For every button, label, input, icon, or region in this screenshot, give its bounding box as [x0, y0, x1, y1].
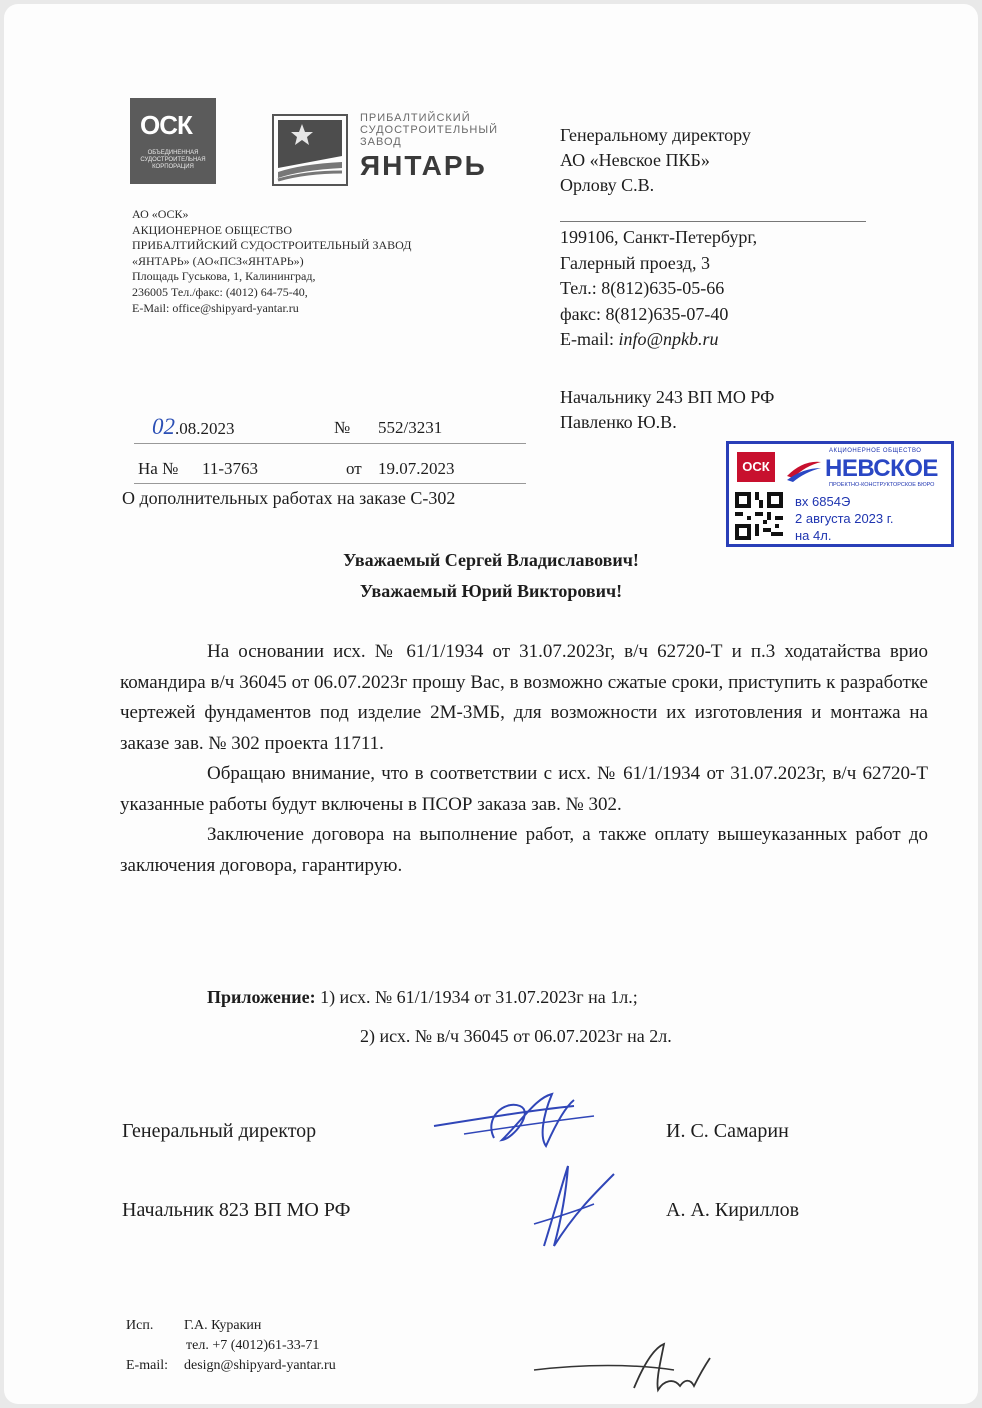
- reference-from-label: от: [346, 459, 362, 478]
- sender-line: «ЯНТАРЬ» (АО«ПСЗ«ЯНТАРЬ»): [132, 253, 304, 268]
- executor-name: Г.А. Куракин: [184, 1318, 262, 1333]
- outgoing-date: [152, 414, 235, 440]
- outgoing-date-rest: .08.2023: [175, 419, 235, 438]
- recipient-email-link[interactable]: info@npkb.ru: [618, 329, 719, 349]
- address-line: Тел.: 8(812)635-05-66: [560, 278, 725, 298]
- stamp-org-name: НЕВСКОЕ: [825, 455, 938, 482]
- stamp-org-type: АКЦИОНЕРНОЕ ОБЩЕСТВО: [829, 448, 922, 454]
- body-paragraph: Заключение договора на выполнение работ, а также оплату вышеуказанных работ до заключения договора, гарантирую.: [120, 824, 928, 876]
- attachments-label: Приложение:: [207, 987, 316, 1007]
- recipient-email-line: [560, 327, 757, 353]
- recipient-address: [560, 225, 757, 353]
- stamp-org-subtitle: ПРОЕКТНО-КОНСТРУКТОРСКОЕ БЮРО: [829, 482, 935, 488]
- registry-underline: [134, 443, 526, 444]
- signatory-title: Генеральный директор: [122, 1120, 317, 1142]
- sender-line: АКЦИОНЕРНОЕ ОБЩЕСТВО: [132, 222, 292, 237]
- recipient-line: Начальнику 243 ВП МО РФ: [560, 387, 775, 407]
- recipient-divider: [560, 221, 866, 222]
- yantar-logo-line: СУДОСТРОИТЕЛЬНЫЙ: [360, 124, 499, 136]
- letter-body: [120, 637, 928, 881]
- executor-email-link[interactable]: design@shipyard-yantar.ru: [184, 1358, 336, 1373]
- sender-email-line: [132, 301, 411, 317]
- recipient-email-label: E-mail:: [560, 329, 619, 349]
- yantar-logo-text: [360, 112, 530, 182]
- incoming-stamp: [726, 441, 954, 547]
- signatory-name: И. С. Самарин: [666, 1120, 789, 1142]
- signatory-title: Начальник 823 ВП МО РФ: [122, 1199, 351, 1221]
- osk-logo-mark: ОСК: [140, 110, 192, 140]
- body-paragraph: Обращаю внимание, что в соответствии с исх. № 61/1/1934 от 31.07.2023г, в/ч 62720-Т указанные работы будут включены в ПСОР заказа зав. № 302.: [120, 763, 928, 815]
- sender-line: 236005 Тел./факс: (4012) 64-75-40,: [132, 284, 308, 299]
- registry-underline: [134, 483, 526, 484]
- osk-logo-caption: ОБЪЕДИНЕННАЯ СУДОСТРОИТЕЛЬНАЯ КОРПОРАЦИЯ: [140, 150, 206, 170]
- recipient-line: Орлову С.В.: [560, 175, 655, 195]
- reference-number: 11-3763: [202, 459, 259, 478]
- sender-line: ПРИБАЛТИЙСКИЙ СУДОСТРОИТЕЛЬНЫЙ ЗАВОД: [132, 238, 412, 253]
- attachment-item: 1) исх. № 61/1/1934 от 31.07.2023г на 1л.;: [320, 987, 638, 1007]
- stamp-sheets: на 4л.: [795, 528, 832, 543]
- executor-label: Исп.: [126, 1318, 154, 1333]
- yantar-logo-name: ЯНТАРЬ: [360, 150, 487, 181]
- stamp-incoming-number: вх 6854Э: [795, 494, 851, 509]
- signatory-name: А. А. Кириллов: [666, 1199, 800, 1221]
- qr-code-icon: [735, 492, 783, 540]
- sender-line: Площадь Гуськова, 1, Калининград,: [132, 269, 316, 284]
- nevskoe-swoosh-icon: [785, 456, 823, 484]
- reference-label: На №: [138, 459, 179, 478]
- sender-block: [132, 207, 411, 316]
- address-line: Галерный проезд, 3: [560, 252, 710, 273]
- yantar-logo-line: ПРИБАЛТИЙСКИЙ: [360, 112, 471, 124]
- greeting-line: Уважаемый Юрий Викторович!: [359, 581, 623, 601]
- executor-phone: тел. +7 (4012)61-33-71: [186, 1338, 320, 1353]
- recipient-block: [560, 123, 751, 198]
- subject-line: О дополнительных работах на заказе С-302: [122, 488, 456, 508]
- stamp-date: 2 августа 2023 г.: [795, 511, 894, 526]
- recipient-line: Павленко Ю.В.: [560, 412, 677, 432]
- handwritten-initials-icon: [524, 1334, 724, 1400]
- body-paragraph: На основании исх. № 61/1/1934 от 31.07.2023г, в/ч 62720-Т и п.3 ходатайства врио командира в/ч 36045 от 06.07.2023г прошу Вас, в возможно сжатые сроки, приступить к разработке чертежей фундаментов под изделие 2М-3МБ, для возможности их изготовления и монтажа на заказе зав. № 302 проекта 11711.: [120, 641, 928, 754]
- address-line: факс: 8(812)635-07-40: [560, 303, 729, 324]
- reference-date: 19.07.2023: [378, 459, 455, 478]
- attachment-item: 2) исх. № в/ч 36045 от 06.07.2023г на 2л.: [360, 1026, 672, 1046]
- sender-email-label: E-Mail:: [132, 300, 173, 315]
- sender-line: АО «ОСК»: [132, 207, 189, 221]
- attachment-line: [207, 987, 638, 1008]
- second-recipient: [560, 385, 774, 435]
- yantar-logo-line: ЗАВОД: [360, 136, 402, 148]
- osk-logo: [130, 98, 216, 184]
- handwritten-day: 02: [152, 414, 175, 439]
- greeting-line: Уважаемый Сергей Владиславович!: [343, 550, 639, 570]
- address-line: 199106, Санкт-Петербург,: [560, 227, 758, 247]
- outgoing-number: 552/3231: [378, 418, 443, 437]
- sender-email-link[interactable]: office@shipyard-yantar.ru: [172, 300, 299, 315]
- handwritten-signature-icon: [524, 1154, 624, 1254]
- outgoing-number-label: №: [334, 418, 351, 437]
- executor-email-label: E-mail:: [126, 1358, 168, 1373]
- recipient-line: Генеральному директору: [560, 125, 751, 145]
- letter-page: [4, 4, 978, 1404]
- yantar-flag-icon: [272, 114, 348, 186]
- stamp-osk-logo: ОСК: [737, 452, 775, 482]
- recipient-line: АО «Невское ПКБ»: [560, 150, 710, 170]
